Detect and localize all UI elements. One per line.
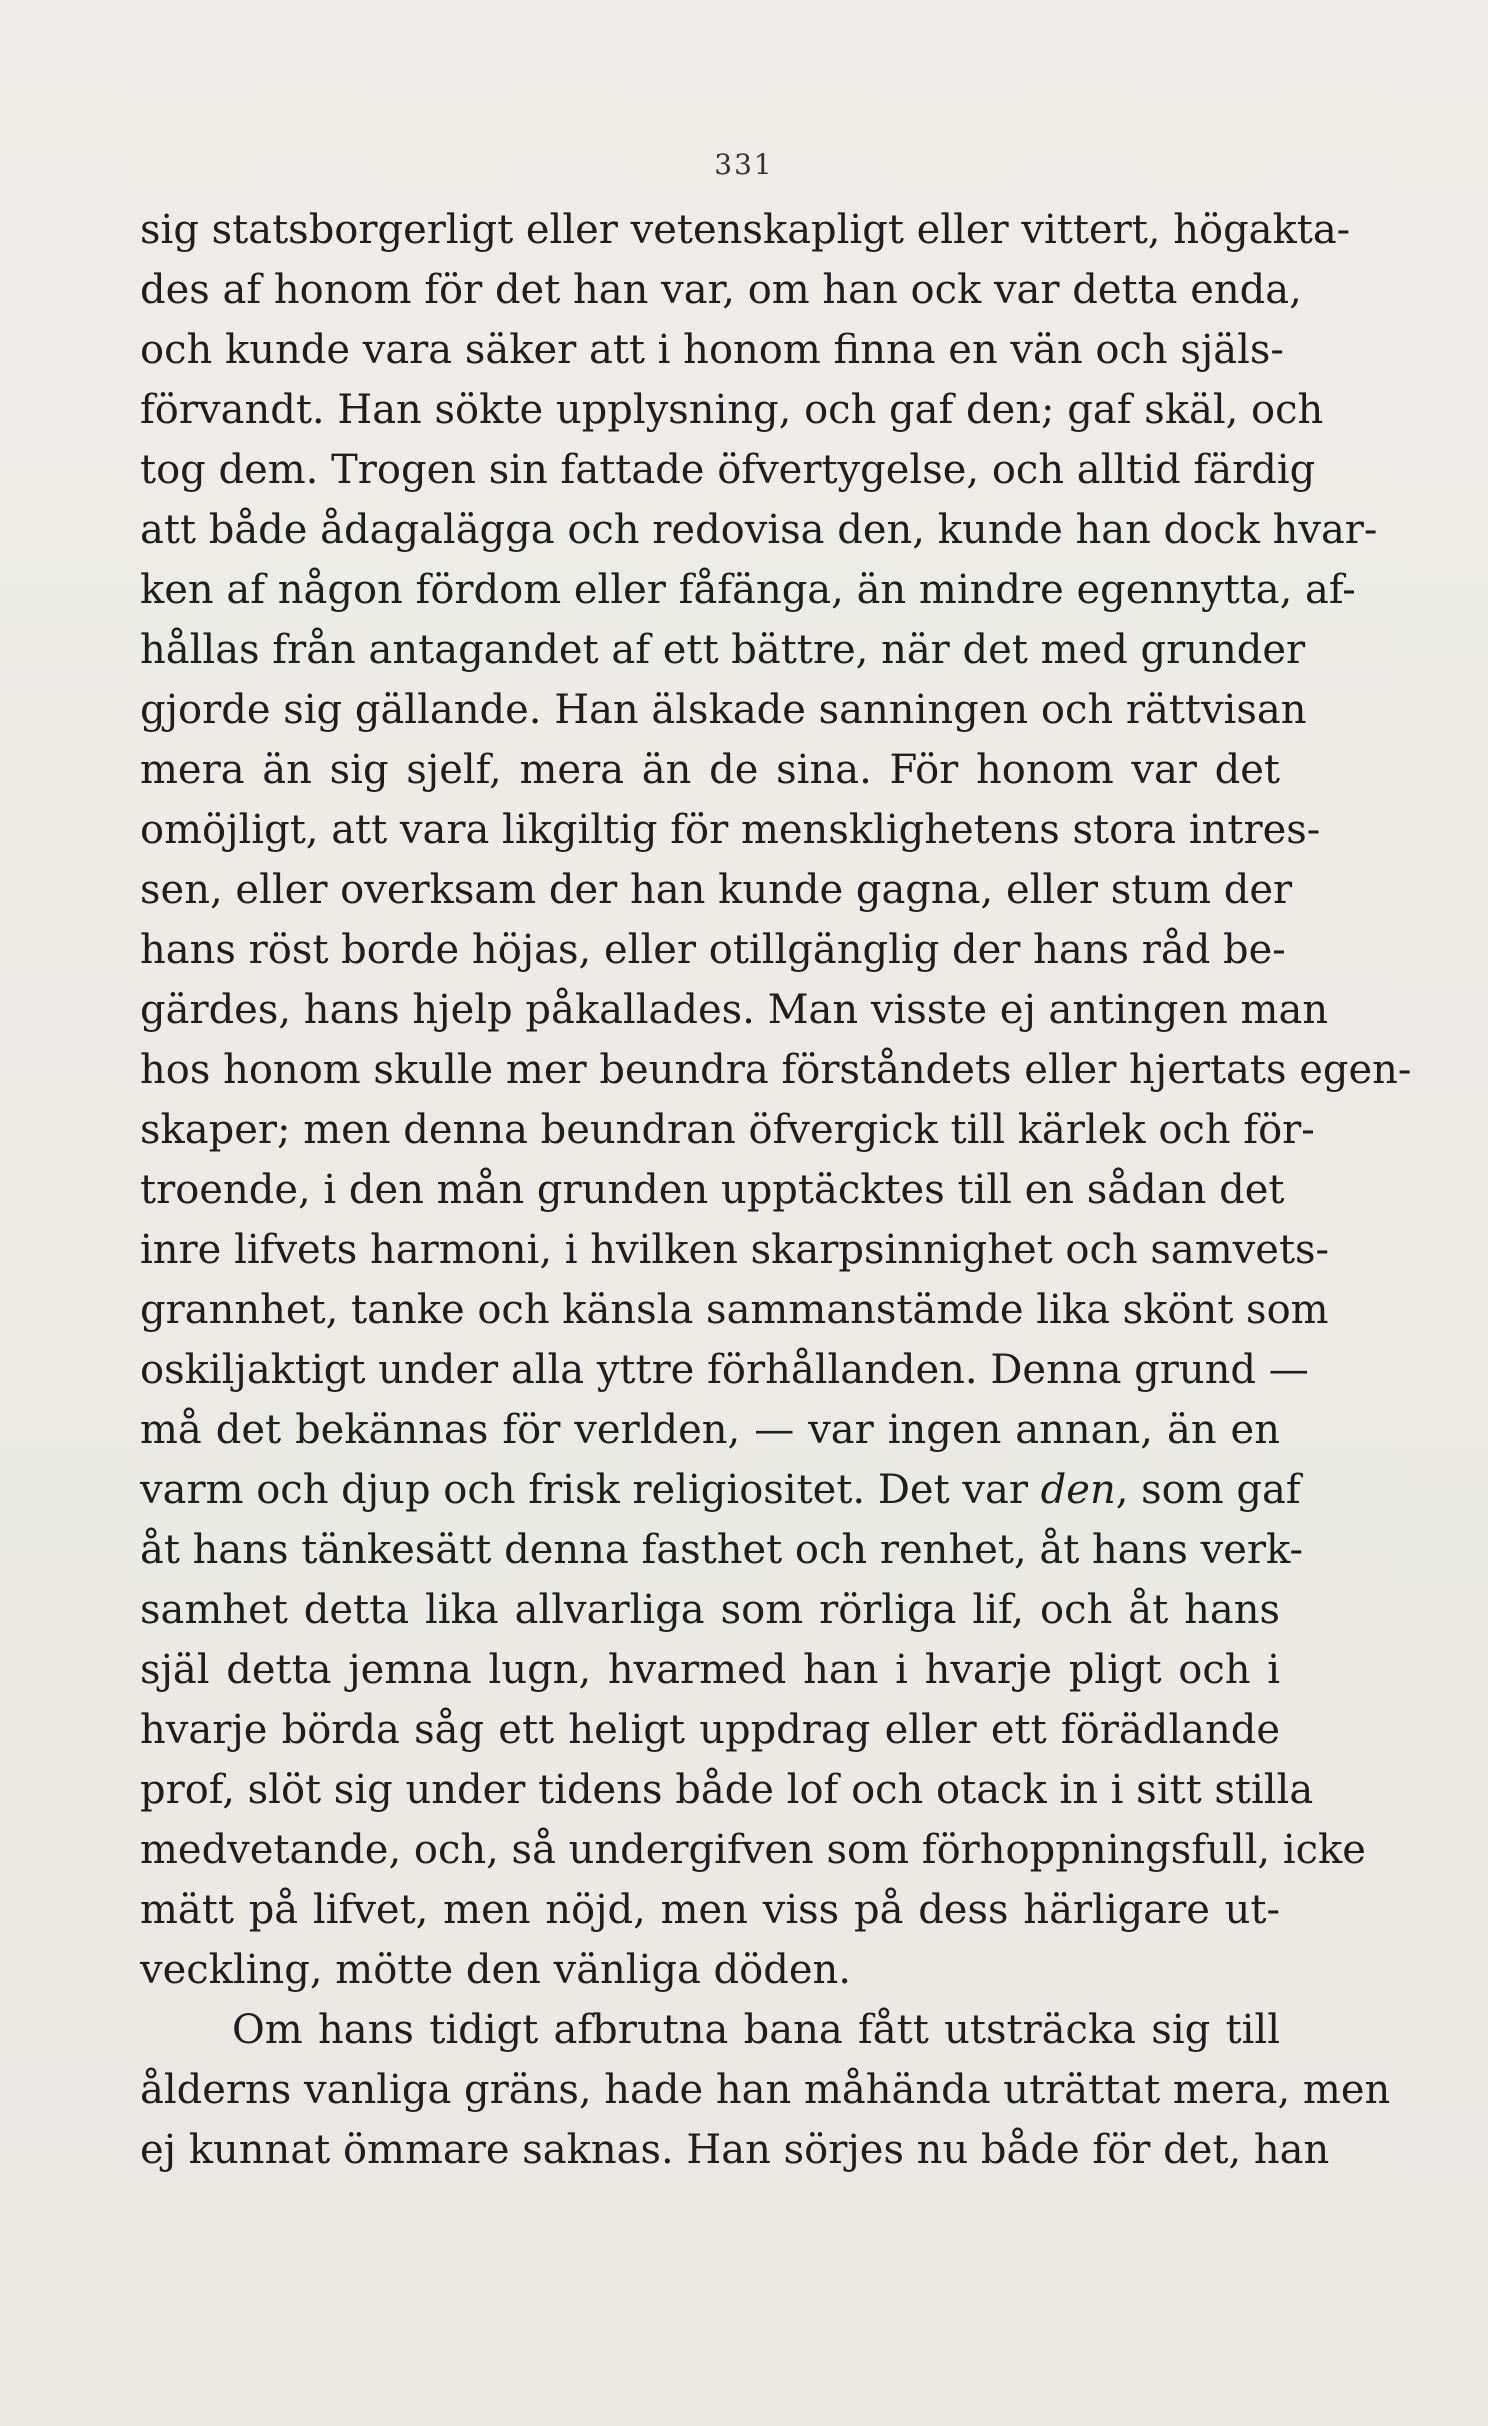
text-line: inre lifvets harmoni, i hvilken skarpsinnighet och samvets- (140, 1227, 1330, 1273)
text-line: omöjligt, att vara likgiltig för mensklighetens stora intres- (140, 807, 1321, 853)
text-line: sen, eller overksam der han kunde gagna, eller stum der (140, 867, 1293, 913)
emphasized-word: den (1040, 1467, 1116, 1513)
text-line-with-emphasis (140, 1460, 1301, 1520)
text-line: troende, i den mån grunden upptäcktes till en sådan det (140, 1167, 1285, 1213)
text-segment: varm och djup och frisk religiositet. Det var (140, 1467, 1041, 1513)
text-line: förvandt. Han sökte upplysning, och gaf den; gaf skäl, och (140, 387, 1324, 433)
text-line: samhet detta lika allvarliga som rörliga lif, och åt hans (140, 1587, 1280, 1633)
paragraph-start-line: Om hans tidigt afbrutna bana fått utsträcka sig till (232, 2007, 1280, 2053)
text-line: gärdes, hans hjelp påkallades. Man visste ej antingen man (140, 987, 1329, 1033)
text-line: ej kunnat ömmare saknas. Han sörjes nu både för det, han (140, 2127, 1330, 2173)
text-line: hvarje börda såg ett heligt uppdrag eller ett förädlande (140, 1707, 1280, 1753)
text-line: själ detta jemna lugn, hvarmed han i hvarje pligt och i (140, 1647, 1280, 1693)
text-line: grannhet, tanke och känsla sammanstämde lika skönt som (140, 1287, 1329, 1333)
text-line: ålderns vanliga gräns, hade han måhända uträttat mera, men (140, 2067, 1391, 2113)
text-line: des af honom för det han var, om han ock var detta enda, (140, 267, 1302, 313)
text-line: skaper; men denna beundran öfvergick till kärlek och för- (140, 1107, 1315, 1153)
text-line: hållas från antagandet af ett bättre, när det med grunder (140, 627, 1306, 673)
text-line: ken af någon fördom eller fåfänga, än mindre egennytta, af- (140, 567, 1356, 613)
text-line: medvetande, och, så undergifven som förhoppningsfull, icke (140, 1827, 1366, 1873)
text-line: och kunde vara säker att i honom finna en vän och själs- (140, 327, 1284, 373)
text-line: gjorde sig gällande. Han älskade sanningen och rättvisan (140, 687, 1307, 733)
text-line: mera än sig sjelf, mera än de sina. För honom var det (140, 747, 1280, 793)
text-line: oskiljaktigt under alla yttre förhållanden. Denna grund — (140, 1347, 1309, 1393)
text-segment: , som gaf (1115, 1467, 1301, 1513)
paragraph-end-line: veckling, mötte den vänliga döden. (140, 1947, 851, 1993)
text-line: hos honom skulle mer beundra förståndets eller hjertats egen- (140, 1047, 1412, 1093)
text-line: tog dem. Trogen sin fattade öfvertygelse, och alltid färdig (140, 447, 1316, 493)
text-line: må det bekännas för verlden, — var ingen annan, än en (140, 1407, 1280, 1453)
text-line: prof, slöt sig under tidens både lof och otack in i sitt stilla (140, 1767, 1314, 1813)
text-line: sig statsborgerligt eller vetenskapligt eller vittert, högakta- (140, 207, 1351, 253)
text-line: att både ådagalägga och redovisa den, kunde han dock hvar- (140, 507, 1378, 553)
text-line: åt hans tänkesätt denna fasthet och renhet, åt hans verk- (140, 1527, 1304, 1573)
page-number: 331 (714, 148, 774, 181)
text-line: hans röst borde höjas, eller otillgänglig der hans råd be- (140, 927, 1286, 973)
body-text (140, 200, 1412, 2180)
text-line: mätt på lifvet, men nöjd, men viss på dess härligare ut- (140, 1887, 1280, 1933)
